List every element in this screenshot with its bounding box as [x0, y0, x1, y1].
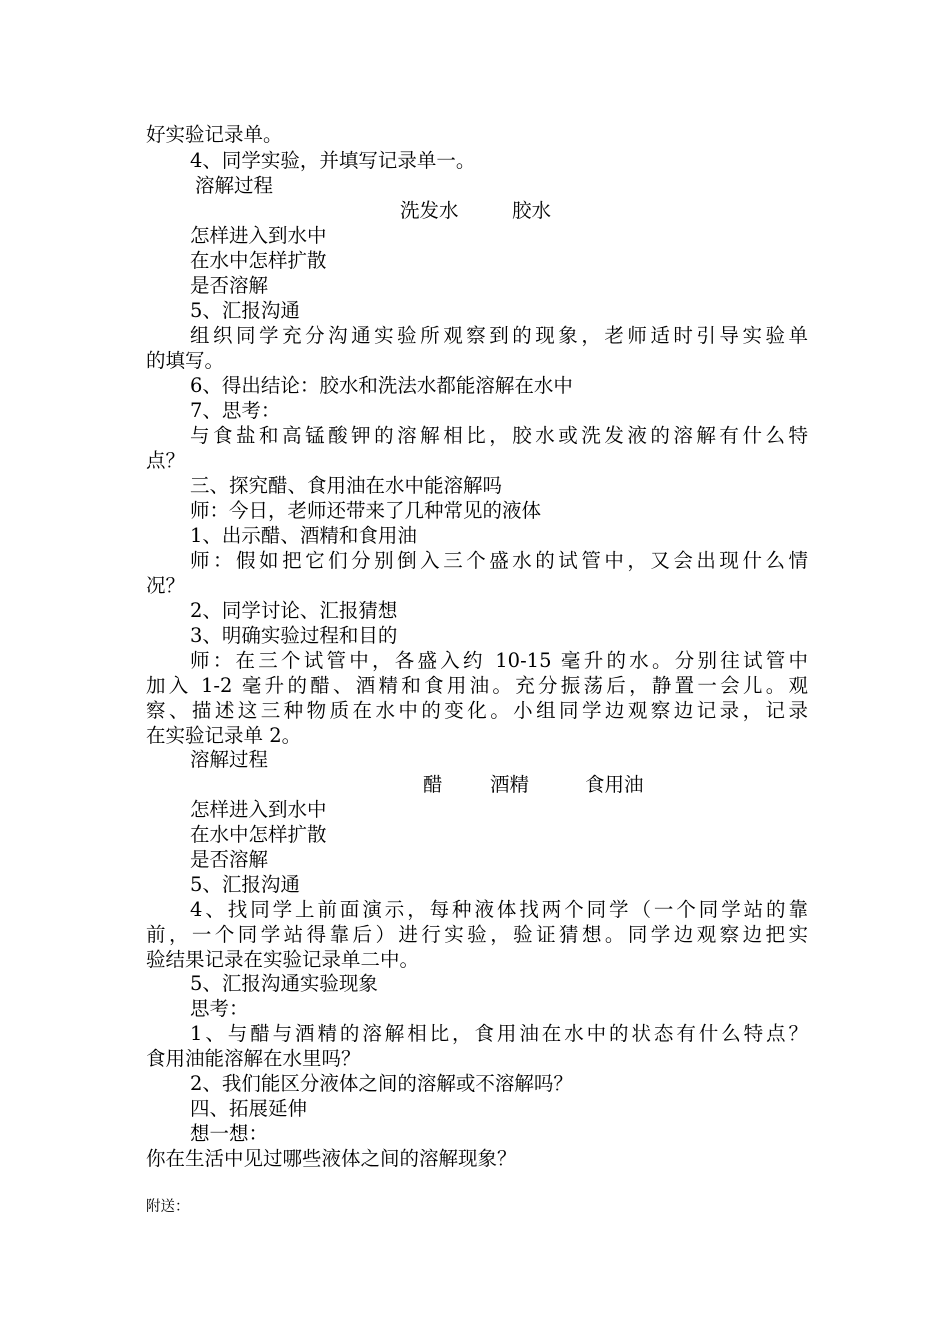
table2-header-col1: 醋: [423, 773, 443, 796]
text-line: 与食盐和高锰酸钾的溶解相比，胶水或洗发液的溶解有什么特: [190, 424, 808, 447]
text-line: 想一想：: [190, 1122, 269, 1145]
text-line: 2、我们能区分液体之间的溶解或不溶解吗？: [190, 1072, 573, 1095]
text-line: 在水中怎样扩散: [190, 249, 327, 272]
text-line: 的填写。: [146, 349, 225, 372]
text-line: 三、探究醋、食用油在水中能溶解吗: [190, 474, 503, 497]
text-line: 1、出示醋、酒精和食用油: [190, 524, 417, 547]
footer-note: 附送：: [146, 1199, 190, 1215]
text-line: 3、明确实验过程和目的: [190, 624, 398, 647]
text-line: 察、描述这三种物质在水中的变化。小组同学边观察边记录，记录: [146, 699, 808, 722]
text-line: 在实验记录单 2。: [146, 724, 302, 747]
table1-header-col1: 洗发水: [400, 199, 459, 222]
text-line: 是否溶解: [190, 274, 269, 297]
text-line: 师：今日，老师还带来了几种常见的液体: [190, 499, 542, 522]
table2-header-col2: 酒精: [490, 773, 530, 796]
text-line: 2、同学讨论、汇报猜想: [190, 599, 398, 622]
text-line: 怎样进入到水中: [190, 224, 327, 247]
table2-header-col3: 食用油: [585, 773, 644, 796]
text-line: 4、找同学上前面演示，每种液体找两个同学（一个同学站的靠: [190, 898, 808, 921]
text-line: 5、汇报沟通: [190, 873, 300, 896]
text-line: 前，一个同学站得靠后）进行实验，验证猜想。同学边观察边把实: [146, 923, 808, 946]
text-line: 师：假如把它们分别倒入三个盛水的试管中，又会出现什么情: [190, 549, 808, 572]
text-line: 加入 1-2 毫升的醋、酒精和食用油。充分振荡后，静置一会儿。观: [146, 674, 808, 697]
text-line: 好实验记录单。: [146, 123, 283, 146]
text-line: 怎样进入到水中: [190, 798, 327, 821]
text-line: 4、同学实验，并填写记录单一。: [190, 149, 476, 172]
text-line: 5、汇报沟通实验现象: [190, 972, 378, 995]
text-line: 思考：: [190, 997, 249, 1020]
text-line: 组织同学充分沟通实验所观察到的现象，老师适时引导实验单: [190, 324, 808, 347]
table1-header-col2: 胶水: [512, 199, 552, 222]
text-line: 师：在三个试管中，各盛入约 10-15 毫升的水。分别往试管中: [190, 649, 808, 672]
text-line: 验结果记录在实验记录单二中。: [146, 948, 420, 971]
text-line: 是否溶解: [190, 848, 269, 871]
text-line: 7、思考：: [190, 399, 281, 422]
text-line: 四、拓展延伸: [190, 1097, 308, 1120]
text-line: 6、得出结论：胶水和洗法水都能溶解在水中: [190, 374, 573, 397]
text-line: 你在生活中见过哪些液体之间的溶解现象？: [146, 1147, 517, 1170]
text-line: 在水中怎样扩散: [190, 823, 327, 846]
text-line: 食用油能溶解在水里吗？: [146, 1047, 361, 1070]
text-line: 5、汇报沟通: [190, 299, 300, 322]
text-line: 点？: [146, 449, 186, 472]
text-line: 溶解过程: [190, 748, 269, 771]
text-line: 况？: [146, 574, 186, 597]
text-line: 1、与醋与酒精的溶解相比，食用油在水中的状态有什么特点？: [190, 1022, 808, 1045]
text-line: 溶解过程: [195, 174, 274, 197]
